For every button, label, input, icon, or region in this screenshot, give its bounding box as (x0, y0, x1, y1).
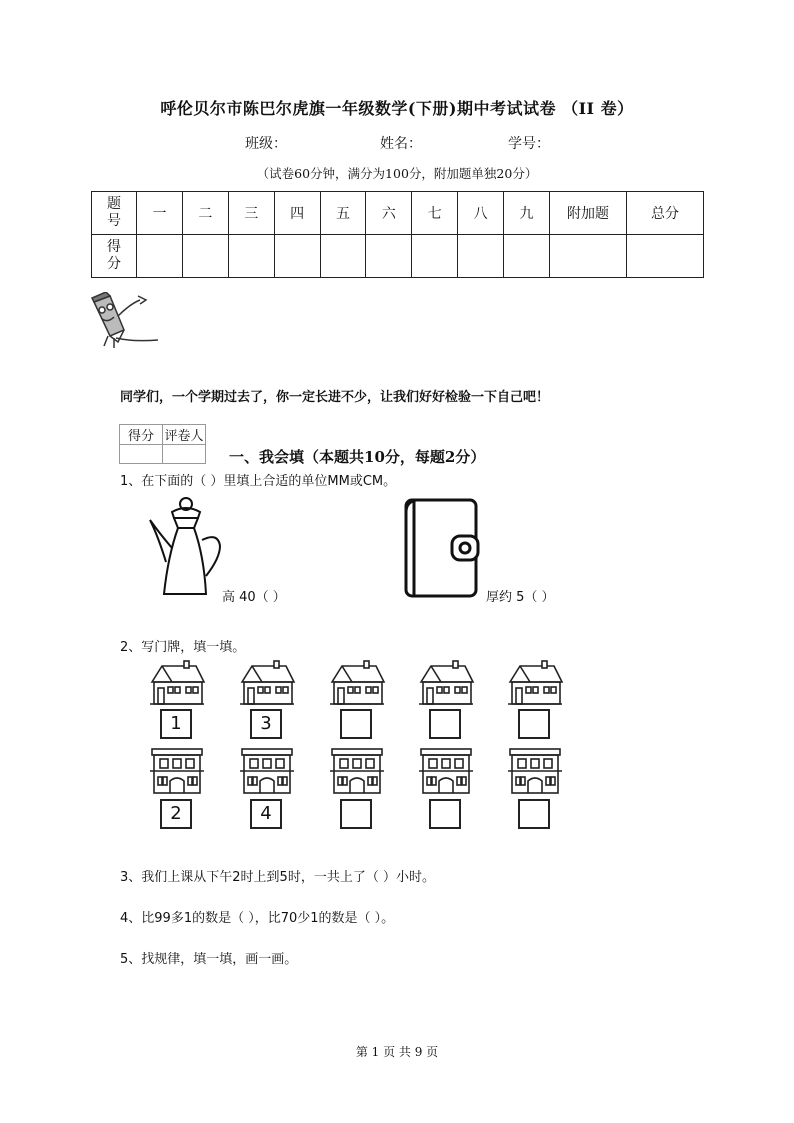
score-cell[interactable] (182, 235, 228, 278)
score-cell[interactable] (228, 235, 274, 278)
building-number-box[interactable] (340, 799, 372, 829)
page-footer: 第 1 页 共 9 页 (355, 1045, 439, 1059)
building-number-box[interactable] (429, 799, 461, 829)
score-cell[interactable] (627, 235, 704, 278)
score-cell[interactable] (366, 235, 412, 278)
wallet-caption: 厚约 5（ ） (486, 590, 555, 605)
score-blank[interactable] (120, 445, 163, 464)
greeting-text: 同学们，一个学期过去了，你一定长进不少，让我们好好检验一下自己吧！ (120, 390, 550, 405)
house-number-box[interactable] (429, 709, 461, 739)
house-icon (506, 660, 564, 708)
grader-label: 评卷人 (163, 425, 206, 445)
score-table-score-row (92, 235, 704, 278)
house-icon (148, 660, 206, 708)
question-2: 2、写门牌，填一填。 (120, 640, 246, 655)
question-3: 3、我们上课从下午2时上到5时，一共上了（ ）小时。 (120, 870, 435, 885)
question-4: 4、比99多1的数是（ ），比70少1的数是（ ）。 (120, 911, 395, 926)
page-title: 呼伦贝尔市陈巴尔虎旗一年级数学(下册)期中考试试卷 （II 卷） (160, 99, 634, 118)
section-one-heading: 一、我会填（本题共10分，每题2分） (229, 448, 486, 466)
building-number-box[interactable]: 2 (160, 799, 192, 829)
building-icon (148, 747, 206, 795)
building-number-box[interactable]: 4 (250, 799, 282, 829)
score-label: 得分 (120, 425, 163, 445)
row-first-char: 得 (107, 239, 121, 255)
score-cell[interactable] (320, 235, 366, 278)
row-first-cell (92, 235, 137, 278)
kettle-icon (148, 496, 224, 600)
column-header: 附加题 (550, 192, 627, 235)
house-number-box[interactable] (518, 709, 550, 739)
grader-blank[interactable] (163, 445, 206, 464)
building-icon (238, 747, 296, 795)
header-first-cell (92, 192, 137, 235)
column-header: 三 (228, 192, 274, 235)
grader-box (119, 424, 206, 464)
house-number-box[interactable] (340, 709, 372, 739)
class-label: 班级： (245, 136, 287, 152)
house-icon (238, 660, 296, 708)
column-header: 总分 (627, 192, 704, 235)
house-number-box[interactable]: 3 (250, 709, 282, 739)
header-second-char: 号 (107, 213, 121, 229)
score-cell[interactable] (458, 235, 504, 278)
score-cell[interactable] (274, 235, 320, 278)
pencil-mascot-icon (88, 292, 160, 350)
number-label: 学号： (508, 136, 550, 152)
score-cell[interactable] (550, 235, 627, 278)
question-5: 5、找规律，填一填，画一画。 (120, 952, 298, 967)
score-cell[interactable] (137, 235, 183, 278)
house-icon (328, 660, 386, 708)
house-number-box[interactable]: 1 (160, 709, 192, 739)
column-header: 一 (137, 192, 183, 235)
row-second-char: 分 (107, 256, 121, 272)
house-icon (417, 660, 475, 708)
column-header: 七 (412, 192, 458, 235)
column-header: 六 (366, 192, 412, 235)
kettle-caption: 高 40（ ） (222, 590, 286, 605)
column-header: 八 (458, 192, 504, 235)
column-header: 四 (274, 192, 320, 235)
building-icon (417, 747, 475, 795)
score-cell[interactable] (412, 235, 458, 278)
exam-note: （试卷60分钟，满分为100分，附加题单独20分） (256, 166, 538, 181)
score-table-header-row (92, 192, 704, 235)
question-1: 1、在下面的（ ）里填上合适的单位MM或CM。 (120, 474, 397, 489)
score-table (91, 191, 704, 278)
building-icon (328, 747, 386, 795)
score-cell[interactable] (504, 235, 550, 278)
building-number-box[interactable] (518, 799, 550, 829)
column-header: 五 (320, 192, 366, 235)
column-header: 二 (182, 192, 228, 235)
column-header: 九 (504, 192, 550, 235)
wallet-icon (400, 496, 482, 600)
name-label: 姓名： (380, 136, 422, 152)
building-icon (506, 747, 564, 795)
header-first-char: 题 (107, 196, 121, 212)
